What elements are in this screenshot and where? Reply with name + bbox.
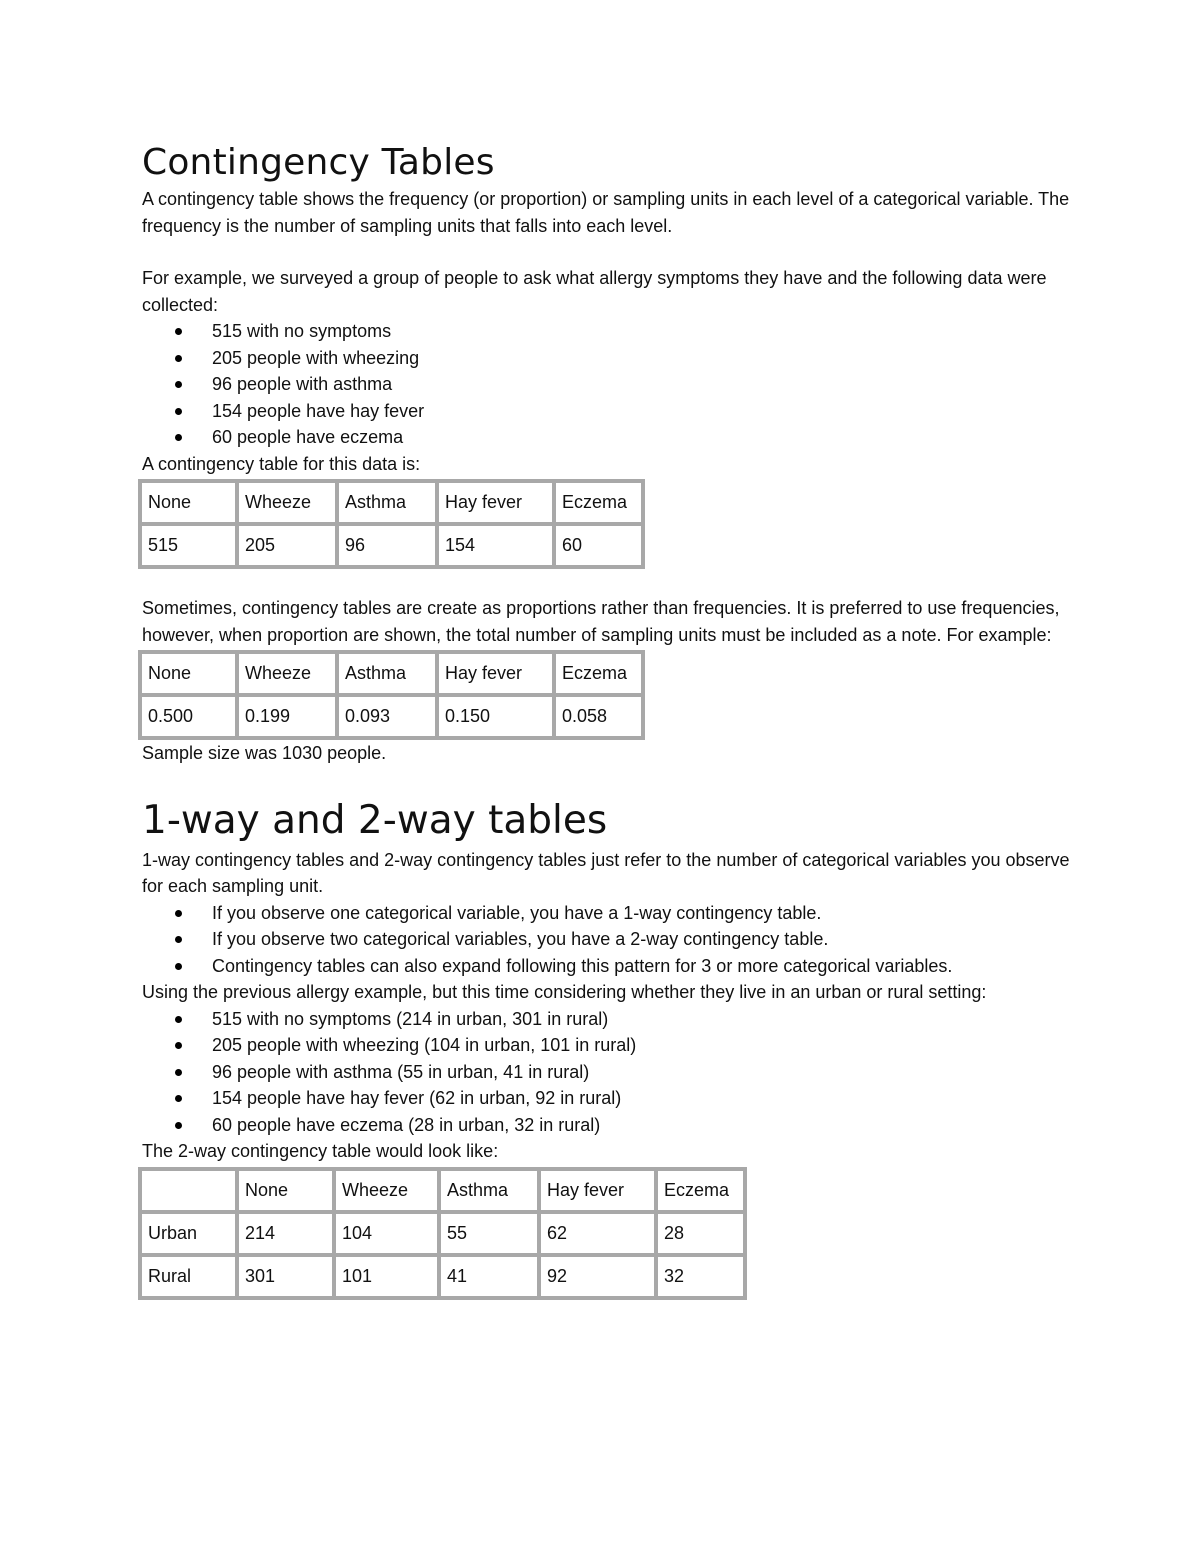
table-cell: 154 — [437, 524, 554, 567]
list-item: 154 people have hay fever — [142, 398, 1072, 425]
urban-rural-paragraph: Using the previous allergy example, but this time considering whether they live in an urban or rural setting: — [142, 982, 987, 1002]
table-cell: 28 — [656, 1212, 745, 1255]
bullet-icon — [175, 381, 182, 388]
table-cell: 101 — [334, 1255, 439, 1298]
list-item: 154 people have hay fever (62 in urban, 92 in rural) — [142, 1085, 1072, 1112]
table-cell: 0.093 — [337, 695, 437, 738]
bullet-icon — [175, 1069, 182, 1076]
table-row — [140, 524, 643, 567]
table-cell: Wheeze — [237, 481, 337, 524]
bullet-icon — [175, 1095, 182, 1102]
two-way-table-intro: The 2-way contingency table would look like: — [142, 1141, 499, 1161]
table-cell: Eczema — [554, 652, 643, 695]
table-cell: 96 — [337, 524, 437, 567]
frequency-table — [138, 479, 645, 569]
heading-way-tables: 1-way and 2-way tables — [142, 797, 608, 843]
list-item: 60 people have eczema — [142, 424, 1072, 451]
table-cell: 301 — [237, 1255, 334, 1298]
table-cell: None — [140, 652, 237, 695]
way-list — [142, 900, 1072, 980]
table-cell: Asthma — [439, 1169, 539, 1212]
symptom-list — [142, 318, 1072, 451]
table-cell: Asthma — [337, 652, 437, 695]
table-cell: 0.150 — [437, 695, 554, 738]
table-cell: None — [140, 481, 237, 524]
table-cell: 0.058 — [554, 695, 643, 738]
list-item: If you observe one categorical variable, you have a 1-way contingency table. — [142, 900, 1072, 927]
table-cell: 205 — [237, 524, 337, 567]
example-paragraph: For example, we surveyed a group of people to ask what allergy symptoms they have and the following data were collected: — [142, 268, 1047, 315]
bullet-icon — [175, 408, 182, 415]
list-item: Contingency tables can also expand following this pattern for 3 or more categorical variables. — [142, 953, 1072, 980]
table-cell: 214 — [237, 1212, 334, 1255]
table-header-row — [140, 481, 643, 524]
list-item: 205 people with wheezing (104 in urban, 101 in rural) — [142, 1032, 1072, 1059]
document-page — [142, 140, 1072, 1300]
bullet-icon — [175, 1122, 182, 1129]
table-header-row — [140, 652, 643, 695]
table-cell: 62 — [539, 1212, 656, 1255]
bullet-icon — [175, 910, 182, 917]
bullet-icon — [175, 1042, 182, 1049]
proportion-table — [138, 650, 645, 740]
list-item: 205 people with wheezing — [142, 345, 1072, 372]
bullet-icon — [175, 963, 182, 970]
table-cell: Asthma — [337, 481, 437, 524]
table-row — [140, 1212, 745, 1255]
bullet-icon — [175, 328, 182, 335]
table-cell: Urban — [140, 1212, 237, 1255]
table-cell: Eczema — [656, 1169, 745, 1212]
table-cell: 0.199 — [237, 695, 337, 738]
sample-size-note: Sample size was 1030 people. — [142, 743, 387, 763]
table-cell: 41 — [439, 1255, 539, 1298]
table-cell: 32 — [656, 1255, 745, 1298]
list-item: 96 people with asthma — [142, 371, 1072, 398]
table-cell: Wheeze — [334, 1169, 439, 1212]
two-way-table — [138, 1167, 747, 1300]
table-cell: Hay fever — [437, 481, 554, 524]
table-cell: 515 — [140, 524, 237, 567]
heading-contingency-tables: Contingency Tables — [142, 142, 495, 183]
list-item: If you observe two categorical variables, you have a 2-way contingency table. — [142, 926, 1072, 953]
table-row — [140, 1255, 745, 1298]
table-row — [140, 695, 643, 738]
table-cell: Rural — [140, 1255, 237, 1298]
bullet-icon — [175, 355, 182, 362]
table-header-row — [140, 1169, 745, 1212]
bullet-icon — [175, 936, 182, 943]
table-cell: 104 — [334, 1212, 439, 1255]
table-cell — [140, 1169, 237, 1212]
table-cell: None — [237, 1169, 334, 1212]
table-cell: Wheeze — [237, 652, 337, 695]
list-item: 60 people have eczema (28 in urban, 32 in rural) — [142, 1112, 1072, 1139]
proportion-paragraph: Sometimes, contingency tables are create as proportions rather than frequencies. It is preferred to use frequencies, however, when proportion are shown, the total number of sampling units must be included as a note. For example: — [142, 598, 1060, 645]
table-cell: Hay fever — [437, 652, 554, 695]
table-intro: A contingency table for this data is: — [142, 453, 421, 474]
table-cell: Hay fever — [539, 1169, 656, 1212]
list-item: 515 with no symptoms — [142, 318, 1072, 345]
list-item: 96 people with asthma (55 in urban, 41 in rural) — [142, 1059, 1072, 1086]
intro-paragraph: A contingency table shows the frequency (or proportion) or sampling units in each level of a categorical variable. The frequency is the number of sampling units that falls into each level. — [142, 189, 1070, 236]
table-cell: Eczema — [554, 481, 643, 524]
table-cell: 92 — [539, 1255, 656, 1298]
table-cell: 0.500 — [140, 695, 237, 738]
table-cell: 60 — [554, 524, 643, 567]
list-item: 515 with no symptoms (214 in urban, 301 in rural) — [142, 1006, 1072, 1033]
table-cell: 55 — [439, 1212, 539, 1255]
bullet-icon — [175, 1016, 182, 1023]
bullet-icon — [175, 434, 182, 441]
way-intro-paragraph: 1-way contingency tables and 2-way contingency tables just refer to the number of categorical variables you observe for each sampling unit. — [142, 849, 1070, 896]
urban-rural-list — [142, 1006, 1072, 1139]
